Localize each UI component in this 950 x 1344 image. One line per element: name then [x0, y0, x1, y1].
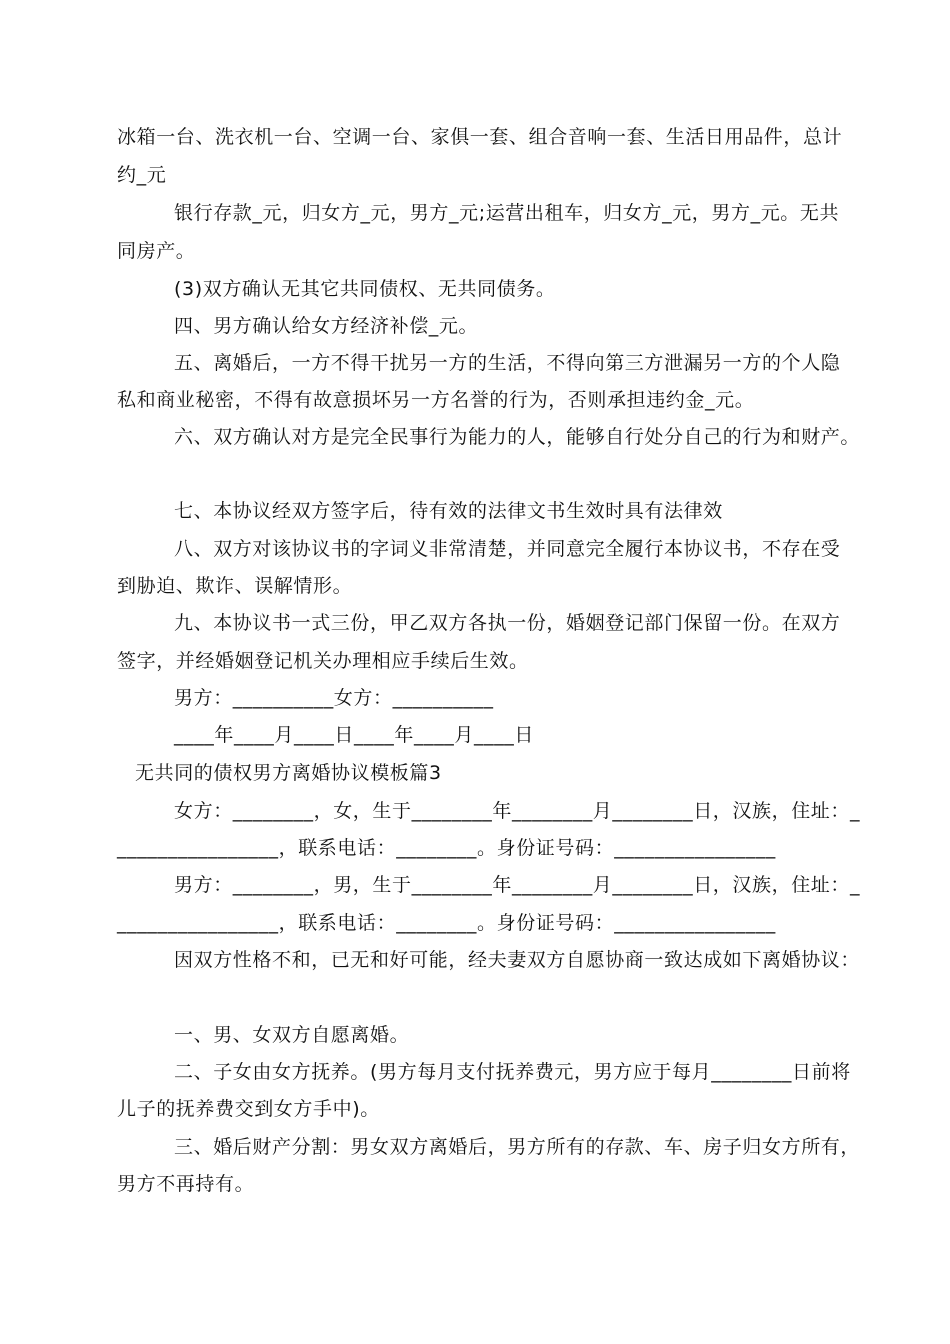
- text-line: 男方：________，男，生于________年________月________日，汉族，住址：_: [174, 874, 861, 896]
- text-line: 签字，并经婚姻登记机关办理相应手续后生效。: [117, 650, 529, 672]
- text-line: 五、离婚后，一方不得干扰另一方的生活，不得向第三方泄漏另一方的个人隐: [174, 352, 841, 374]
- text-line: 银行存款_元，归女方_元，男方_元;运营出租车，归女方_元，男方_元。无共: [174, 202, 840, 224]
- text-line: ________________，联系电话：________。身份证号码：________________: [117, 837, 776, 859]
- text-line: 私和商业秘密，不得有故意损坏另一方名誉的行为，否则承担违约金_元。: [117, 389, 755, 411]
- text-line: 到胁迫、欺诈、误解情形。: [117, 575, 353, 597]
- text-line: 儿子的抚养费交到女方手中)。: [117, 1098, 380, 1120]
- text-line: (3)双方确认无其它共同债权、无共同债务。: [174, 278, 556, 300]
- section-title: 无共同的债权男方离婚协议模板篇3: [135, 762, 442, 784]
- text-line: ________________，联系电话：________。身份证号码：________________: [117, 912, 776, 934]
- text-line: 冰箱一台、洗衣机一台、空调一台、家俱一套、组合音响一套、生活日用品件，总计: [117, 126, 843, 148]
- text-line: 七、本协议经双方签字后，待有效的法律文书生效时具有法律效: [174, 500, 723, 522]
- date-line: ____年____月____日____年____月____日: [174, 724, 535, 746]
- signature-line: 男方：__________女方：__________: [174, 687, 494, 709]
- text-line: 九、本协议书一式三份，甲乙双方各执一份，婚姻登记部门保留一份。在双方: [174, 612, 841, 634]
- text-line: 同房产。: [117, 240, 196, 262]
- text-line: 男方不再持有。: [117, 1173, 255, 1195]
- text-line: 四、男方确认给女方经济补偿_元。: [174, 315, 479, 337]
- text-line: 八、双方对该协议书的字词义非常清楚，并同意完全履行本协议书，不存在受: [174, 538, 841, 560]
- text-line: 三、婚后财产分割：男女双方离婚后，男方所有的存款、车、房子归女方所有，: [174, 1136, 861, 1158]
- text-line: 六、双方确认对方是完全民事行为能力的人，能够自行处分自己的行为和财产。: [174, 426, 861, 448]
- text-line: 一、男、女双方自愿离婚。: [174, 1024, 410, 1046]
- text-line: 因双方性格不和，已无和好可能，经夫妻双方自愿协商一致达成如下离婚协议：: [174, 949, 861, 971]
- text-line: 约_元: [117, 164, 167, 186]
- text-line: 二、子女由女方抚养。(男方每月支付抚养费元，男方应于每月________日前将: [174, 1061, 851, 1083]
- text-line: 女方：________，女，生于________年________月________日，汉族，住址：_: [174, 800, 861, 822]
